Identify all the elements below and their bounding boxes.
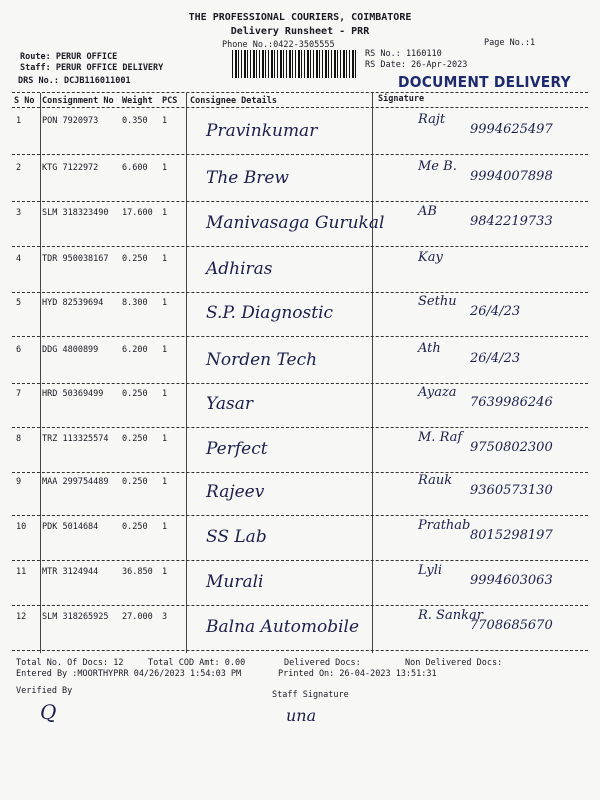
row-consignee-name: Adhiras xyxy=(206,259,273,279)
row-sno: 5 xyxy=(16,298,22,308)
row-weight: 0.250 xyxy=(122,477,148,487)
row-pcs: 1 xyxy=(162,163,168,173)
row-signature-mark: M. Raf xyxy=(418,430,463,445)
row-pcs: 1 xyxy=(162,477,168,487)
row-pcs: 1 xyxy=(162,254,168,264)
row-weight: 0.250 xyxy=(122,522,148,532)
row-consignment-no: HYD 82539694 xyxy=(42,298,104,308)
entered-by: Entered By :MOORTHYPRR 04/26/2023 1:54:03 PM xyxy=(16,669,242,679)
row-weight: 0.250 xyxy=(122,254,148,264)
row-sno: 9 xyxy=(16,477,22,487)
document-delivery-stamp: DOCUMENT DELIVERY xyxy=(398,73,571,91)
col-divider xyxy=(40,93,41,653)
col-weight: Weight xyxy=(122,96,153,106)
total-docs: Total No. Of Docs: 12 xyxy=(16,658,124,668)
row-divider xyxy=(12,650,588,651)
row-sno: 3 xyxy=(16,208,22,218)
row-weight: 0.250 xyxy=(122,389,148,399)
row-signature-mark: Me B. xyxy=(418,159,457,174)
row-signature-text: 26/4/23 xyxy=(470,304,521,319)
row-divider xyxy=(12,246,588,247)
row-weight: 27.000 xyxy=(122,612,153,622)
row-sno: 11 xyxy=(16,567,27,577)
drs-number: DRS No.: DCJB116011001 xyxy=(18,76,131,86)
delivered-docs: Delivered Docs: xyxy=(284,658,361,668)
row-weight: 0.250 xyxy=(122,434,148,444)
row-divider xyxy=(12,201,588,202)
row-sno: 7 xyxy=(16,389,22,399)
row-sno: 1 xyxy=(16,116,22,126)
row-consignment-no: SLM 318265925 xyxy=(42,612,109,622)
row-signature-text: 26/4/23 xyxy=(470,351,521,366)
row-signature-mark: Rajt xyxy=(418,112,446,127)
row-signature-text: 9360573130 xyxy=(470,483,553,498)
row-sno: 8 xyxy=(16,434,22,444)
row-consignment-no: PON 7920973 xyxy=(42,116,99,126)
row-sno: 10 xyxy=(16,522,27,532)
row-consignee-name: Pravinkumar xyxy=(206,121,318,141)
row-signature-text: 7639986246 xyxy=(470,395,553,410)
row-sno: 12 xyxy=(16,612,27,622)
row-pcs: 1 xyxy=(162,116,168,126)
non-delivered-docs: Non Delivered Docs: xyxy=(405,658,503,668)
row-divider xyxy=(12,560,588,561)
rs-number: RS No.: 1160110 xyxy=(365,49,442,59)
row-consignment-no: DDG 4800899 xyxy=(42,345,99,355)
total-cod: Total COD Amt: 0.00 xyxy=(148,658,246,668)
col-pcs: PCS xyxy=(162,96,178,106)
row-sno: 2 xyxy=(16,163,22,173)
col-signature: Signature xyxy=(378,94,425,104)
row-divider xyxy=(12,515,588,516)
page-number: Page No.:1 xyxy=(484,38,536,48)
barcode xyxy=(232,50,357,78)
row-signature-mark: Ath xyxy=(418,341,441,356)
row-weight: 0.350 xyxy=(122,116,148,126)
row-signature-mark: Prathab xyxy=(418,518,471,533)
row-pcs: 1 xyxy=(162,389,168,399)
row-consignment-no: KTG 7122972 xyxy=(42,163,99,173)
row-pcs: 3 xyxy=(162,612,168,622)
row-weight: 17.600 xyxy=(122,208,153,218)
row-divider xyxy=(12,154,588,155)
sheet-title: Delivery Runsheet - PRR xyxy=(230,26,370,37)
row-weight: 8.300 xyxy=(122,298,148,308)
row-signature-text: 9842219733 xyxy=(470,214,553,229)
row-signature-text: 9994007898 xyxy=(470,169,553,184)
row-divider xyxy=(12,472,588,473)
row-pcs: 1 xyxy=(162,567,168,577)
row-weight: 6.200 xyxy=(122,345,148,355)
row-weight: 6.600 xyxy=(122,163,148,173)
row-consignee-name: Perfect xyxy=(206,439,268,459)
row-sno: 6 xyxy=(16,345,22,355)
row-divider xyxy=(12,292,588,293)
row-divider xyxy=(12,605,588,606)
row-pcs: 1 xyxy=(162,208,168,218)
printed-on: Printed On: 26-04-2023 13:51:31 xyxy=(278,669,437,679)
col-sno: S No xyxy=(14,96,35,106)
staff-signature-label: Staff Signature xyxy=(272,690,349,700)
row-consignment-no: HRD 50369499 xyxy=(42,389,104,399)
row-divider xyxy=(12,383,588,384)
phone-number: Phone No.:0422-3505555 xyxy=(222,40,335,50)
header-rule xyxy=(12,107,588,108)
company-name: THE PROFESSIONAL COURIERS, COIMBATORE xyxy=(188,12,412,23)
rs-date: RS Date: 26-Apr-2023 xyxy=(365,60,468,70)
row-divider xyxy=(12,427,588,428)
row-consignee-name: Yasar xyxy=(206,394,254,414)
row-signature-mark: Ayaza xyxy=(418,385,457,400)
verified-by-signature: Q xyxy=(40,700,57,724)
row-signature-mark: Lyli xyxy=(418,563,443,578)
staff: Staff: PERUR OFFICE DELIVERY xyxy=(20,63,164,73)
staff-signature: una xyxy=(286,706,317,725)
row-consignment-no: MAA 299754489 xyxy=(42,477,109,487)
row-consignment-no: MTR 3124944 xyxy=(42,567,99,577)
row-weight: 36.850 xyxy=(122,567,153,577)
row-signature-mark: Kay xyxy=(418,250,443,265)
row-pcs: 1 xyxy=(162,434,168,444)
row-consignee-name: Balna Automobile xyxy=(206,617,360,637)
row-consignee-name: Murali xyxy=(206,572,264,592)
row-pcs: 1 xyxy=(162,345,168,355)
col-divider xyxy=(372,93,373,653)
row-signature-mark: Rauk xyxy=(418,473,453,488)
row-signature-text: 8015298197 xyxy=(470,528,553,543)
row-pcs: 1 xyxy=(162,298,168,308)
row-consignee-name: SS Lab xyxy=(206,527,267,547)
row-consignment-no: TRZ 113325574 xyxy=(42,434,109,444)
row-signature-text: 9994625497 xyxy=(470,122,553,137)
row-signature-mark: Sethu xyxy=(418,294,457,309)
row-consignment-no: SLM 318323490 xyxy=(42,208,109,218)
row-consignee-name: S.P. Diagnostic xyxy=(206,303,334,323)
row-consignee-name: Norden Tech xyxy=(206,350,318,370)
row-sno: 4 xyxy=(16,254,22,264)
row-consignment-no: TDR 950038167 xyxy=(42,254,109,264)
route: Route: PERUR OFFICE xyxy=(20,52,118,62)
verified-by-label: Verified By xyxy=(16,686,73,696)
row-consignment-no: PDK 5014684 xyxy=(42,522,99,532)
row-signature-text: 9994603063 xyxy=(470,573,553,588)
row-pcs: 1 xyxy=(162,522,168,532)
row-signature-text: 9750802300 xyxy=(470,440,553,455)
row-consignee-name: The Brew xyxy=(206,168,289,188)
row-signature-text: 7708685670 xyxy=(470,618,553,633)
row-consignee-name: Rajeev xyxy=(206,482,265,502)
top-rule xyxy=(12,92,588,93)
col-consignment: Consignment No xyxy=(42,96,114,106)
col-consignee: Consignee Details xyxy=(190,96,277,106)
row-signature-mark: AB xyxy=(418,204,437,219)
col-divider xyxy=(186,93,187,653)
row-signature-mark: R. Sankar xyxy=(418,608,483,623)
row-divider xyxy=(12,336,588,337)
row-consignee-name: Manivasaga Gurukal xyxy=(206,213,385,233)
